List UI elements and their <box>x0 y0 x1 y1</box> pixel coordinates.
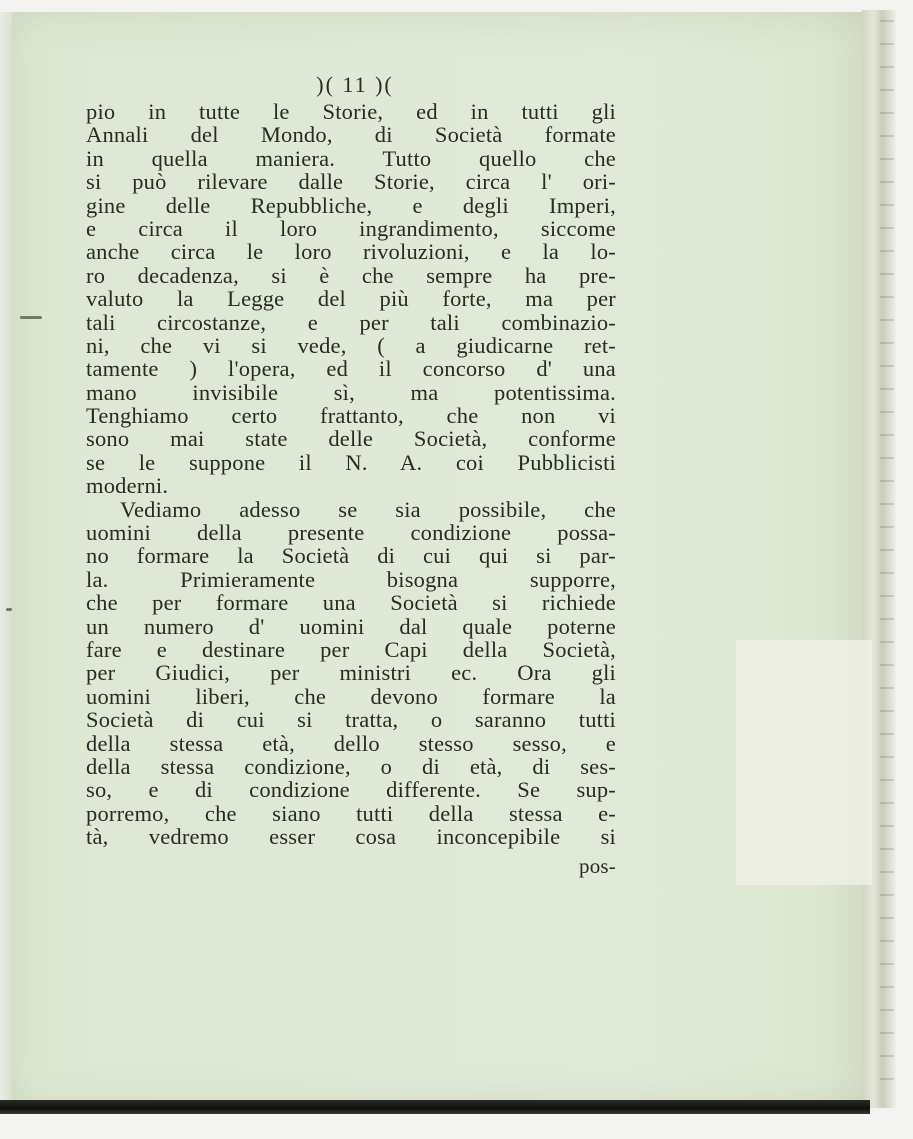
paragraph-1 <box>86 100 616 498</box>
text-line: so, e di condizione differente. Se sup- <box>86 777 616 803</box>
text-line: no formare la Società di cui qui si par- <box>86 543 616 569</box>
text-line: si può rilevare dalle Storie, circa l' ori- <box>86 169 616 195</box>
text-line: che per formare una Società si richiede <box>86 590 616 616</box>
text-line: mano invisibile sì, ma potentissima. <box>86 379 616 405</box>
scanner-shadow-bar <box>0 1100 870 1114</box>
page-text <box>86 70 616 879</box>
text-line: Vediamo adesso se sia possibile, che <box>120 496 616 522</box>
text-line: e circa il loro ingrandimento, siccome <box>86 215 616 241</box>
text-line: tà, vedremo esser cosa inconcepibile si <box>86 824 616 850</box>
text-line: ro decadenza, si è che sempre ha pre- <box>86 262 616 288</box>
text-line: ni, che vi si vede, ( a giudicarne ret- <box>86 332 616 358</box>
paragraph-2 <box>86 498 616 849</box>
margin-mark <box>20 316 42 319</box>
text-line: Tenghiamo certo frattanto, che non vi <box>86 403 616 429</box>
text-line: per Giudici, per ministri ec. Ora gli <box>86 660 616 686</box>
catchword: pos- <box>579 853 616 878</box>
light-reflection <box>736 640 872 885</box>
text-line: Società di cui si tratta, o saranno tutti <box>86 707 616 733</box>
text-line: anche circa le loro rivoluzioni, e la lo- <box>86 239 616 265</box>
text-line: tali circostanze, e per tali combinazio- <box>86 309 616 335</box>
text-line: sono mai state delle Società, conforme <box>86 426 616 452</box>
text-line: pio in tutte le Storie, ed in tutti gli <box>86 99 616 124</box>
text-line: uomini della presente condizione possa- <box>86 520 616 546</box>
text-line: in quella maniera. Tutto quello che <box>86 145 616 171</box>
text-line: della stessa condizione, o di età, di ses- <box>86 753 616 779</box>
fore-edge-stains <box>880 20 894 1100</box>
text-line: se le suppone il N. A. coi Pubblicisti <box>86 449 616 475</box>
text-line: la. Primieramente bisogna supporre, <box>86 566 616 592</box>
text-line: un numero d' uomini dal quale poterne <box>86 613 616 639</box>
text-line: della stessa età, dello stesso sesso, e <box>86 730 616 756</box>
text-line: valuto la Legge del più forte, ma per <box>86 286 616 312</box>
text-line: moderni. <box>86 473 169 499</box>
text-line: tamente ) l'opera, ed il concorso d' una <box>86 356 616 382</box>
text-line: gine delle Repubbliche, e degli Imperi, <box>86 192 616 218</box>
margin-dot <box>6 608 12 611</box>
text-line: fare e destinare per Capi della Società, <box>86 636 616 662</box>
page-number-header: )( 11 )( <box>316 72 394 97</box>
text-line: Annali del Mondo, di Società formate <box>86 122 616 148</box>
text-line: uomini liberi, che devono formare la <box>86 683 616 709</box>
text-line: porremo, che siano tutti della stessa e- <box>86 800 616 826</box>
